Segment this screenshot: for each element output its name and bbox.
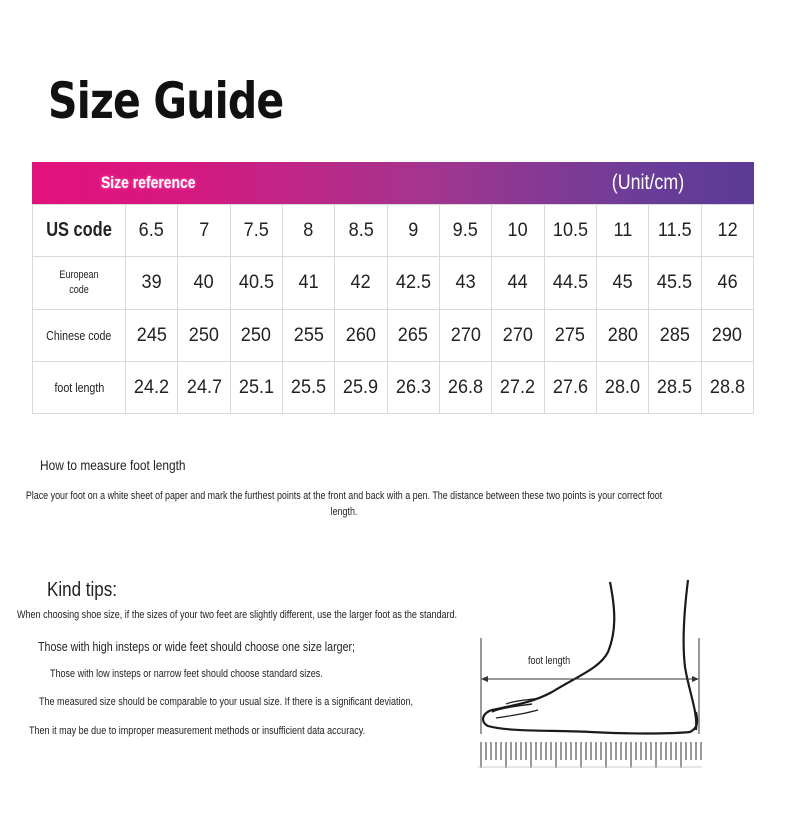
- foot-length-label: foot length: [528, 655, 571, 667]
- unit-label: (Unit/cm): [611, 171, 684, 194]
- size-cell: [282, 205, 334, 257]
- row-header: [33, 205, 126, 257]
- size-table: [32, 162, 754, 414]
- size-value: 45: [612, 272, 633, 293]
- size-cell: [439, 257, 491, 310]
- size-value: 270: [502, 324, 534, 346]
- size-value: 39: [141, 272, 162, 293]
- row-header: [33, 362, 126, 414]
- size-cell: [596, 310, 648, 362]
- size-cell: [335, 310, 387, 362]
- size-value: 11.5: [658, 219, 692, 241]
- size-cell: [178, 310, 230, 362]
- size-cell: [387, 257, 439, 310]
- size-cell: [701, 205, 753, 257]
- tip-item: When choosing shoe size, if the sizes of your two feet are slightly different, use the larger foot as the standard.: [17, 609, 458, 621]
- size-value: 44.5: [552, 272, 588, 293]
- size-cell: [596, 205, 648, 257]
- size-cell: [596, 362, 648, 414]
- size-value: 46: [717, 272, 738, 293]
- size-value: 8.5: [348, 219, 374, 241]
- row-header-label: US code: [46, 219, 112, 241]
- size-reference-label: Size reference: [101, 173, 196, 192]
- size-cell: [492, 310, 544, 362]
- size-cell: [335, 257, 387, 310]
- size-cell: [544, 257, 596, 310]
- size-value: 24.7: [186, 376, 222, 398]
- row-header-label: Chinese code: [46, 328, 112, 343]
- size-cell: [701, 362, 753, 414]
- size-value: 26.3: [395, 376, 431, 398]
- row-header-label: European code: [59, 269, 99, 296]
- size-value: 280: [607, 324, 638, 346]
- size-cell: [492, 257, 544, 310]
- size-value: 24.2: [134, 376, 170, 398]
- size-cell: [282, 310, 334, 362]
- measure-heading: How to measure foot length: [40, 457, 186, 473]
- size-value: 9: [408, 219, 419, 241]
- size-value: 25.1: [238, 376, 274, 398]
- size-value: 27.2: [500, 376, 536, 398]
- table-row: [33, 205, 754, 257]
- size-value: 12: [717, 219, 738, 241]
- size-value: 8: [303, 219, 314, 241]
- size-cell: [178, 362, 230, 414]
- size-value: 255: [293, 324, 324, 346]
- size-cell: [335, 362, 387, 414]
- row-header: [33, 310, 126, 362]
- size-cell: [178, 257, 230, 310]
- size-cell: [649, 205, 701, 257]
- size-value: 10: [507, 219, 529, 241]
- size-cell: [387, 310, 439, 362]
- size-cell: [230, 362, 282, 414]
- size-cell: [230, 257, 282, 310]
- foot-measure-diagram: [470, 572, 710, 782]
- size-value: 28.8: [709, 376, 745, 398]
- size-value: 285: [659, 324, 691, 346]
- size-cell: [126, 205, 178, 257]
- size-cell: [126, 257, 178, 310]
- size-cell: [335, 205, 387, 257]
- size-value: 43: [455, 272, 476, 293]
- size-value: 45.5: [657, 272, 693, 293]
- row-header-label: foot length: [54, 380, 104, 395]
- tips-heading: Kind tips:: [47, 579, 117, 601]
- tip-item: Then it may be due to improper measurement methods or insufficient data accuracy.: [29, 725, 366, 737]
- size-cell: [230, 205, 282, 257]
- table-banner: [32, 162, 754, 204]
- foot-outline-illustration: [470, 572, 710, 782]
- size-cell: [439, 205, 491, 257]
- size-value: 265: [398, 324, 429, 346]
- size-cell: [649, 362, 701, 414]
- size-cell: [544, 205, 596, 257]
- measure-instructions: Place your foot on a white sheet of paper and mark the furthest points at the front and back with a pen. The distance between these two points is your correct foot length.: [25, 490, 663, 518]
- size-value: 25.9: [343, 376, 379, 398]
- size-cell: [126, 310, 178, 362]
- size-cell: [282, 257, 334, 310]
- size-value: 6.5: [139, 219, 165, 241]
- size-cell: [596, 257, 648, 310]
- table-row: [33, 310, 754, 362]
- size-value: 245: [136, 324, 167, 346]
- size-value: 250: [188, 324, 220, 346]
- size-cell: [649, 257, 701, 310]
- size-value: 25.5: [291, 376, 327, 398]
- table-row: [33, 257, 754, 310]
- size-cell: [701, 310, 753, 362]
- size-value: 10.5: [552, 219, 588, 241]
- page-title: Size Guide: [48, 72, 284, 130]
- size-value: 270: [450, 324, 481, 346]
- size-value: 26.8: [448, 376, 484, 398]
- size-value: 28.5: [657, 376, 693, 398]
- size-cell: [230, 310, 282, 362]
- size-value: 44: [507, 272, 529, 293]
- size-cell: [178, 205, 230, 257]
- tip-item: Those with high insteps or wide feet should choose one size larger;: [38, 639, 356, 654]
- size-value: 250: [241, 324, 272, 346]
- size-cell: [387, 362, 439, 414]
- size-cell: [701, 257, 753, 310]
- size-value: 290: [712, 324, 743, 346]
- size-cell: [439, 362, 491, 414]
- table-row: [33, 362, 754, 414]
- size-cell: [387, 205, 439, 257]
- size-value: 42.5: [395, 272, 431, 293]
- size-value: 11: [613, 219, 632, 241]
- size-cell: [492, 205, 544, 257]
- row-header: [33, 257, 126, 310]
- size-value: 9.5: [453, 219, 479, 241]
- size-cell: [649, 310, 701, 362]
- size-value: 28.0: [605, 376, 641, 398]
- size-value: 275: [555, 324, 586, 346]
- size-value: 40.5: [238, 272, 274, 293]
- size-value: 260: [345, 324, 377, 346]
- size-cell: [492, 362, 544, 414]
- size-value: 40: [193, 272, 215, 293]
- size-cell: [439, 310, 491, 362]
- tip-item: The measured size should be comparable to your usual size. If there is a significant deviation,: [39, 696, 414, 708]
- size-cell: [544, 362, 596, 414]
- size-cell: [126, 362, 178, 414]
- size-cell: [544, 310, 596, 362]
- size-cell: [282, 362, 334, 414]
- size-grid: [32, 204, 754, 414]
- tip-item: Those with low insteps or narrow feet should choose standard sizes.: [50, 668, 323, 680]
- size-value: 7: [198, 219, 210, 241]
- size-value: 42: [350, 272, 372, 293]
- size-value: 7.5: [243, 219, 269, 241]
- size-value: 27.6: [552, 376, 588, 398]
- size-value: 41: [298, 272, 319, 293]
